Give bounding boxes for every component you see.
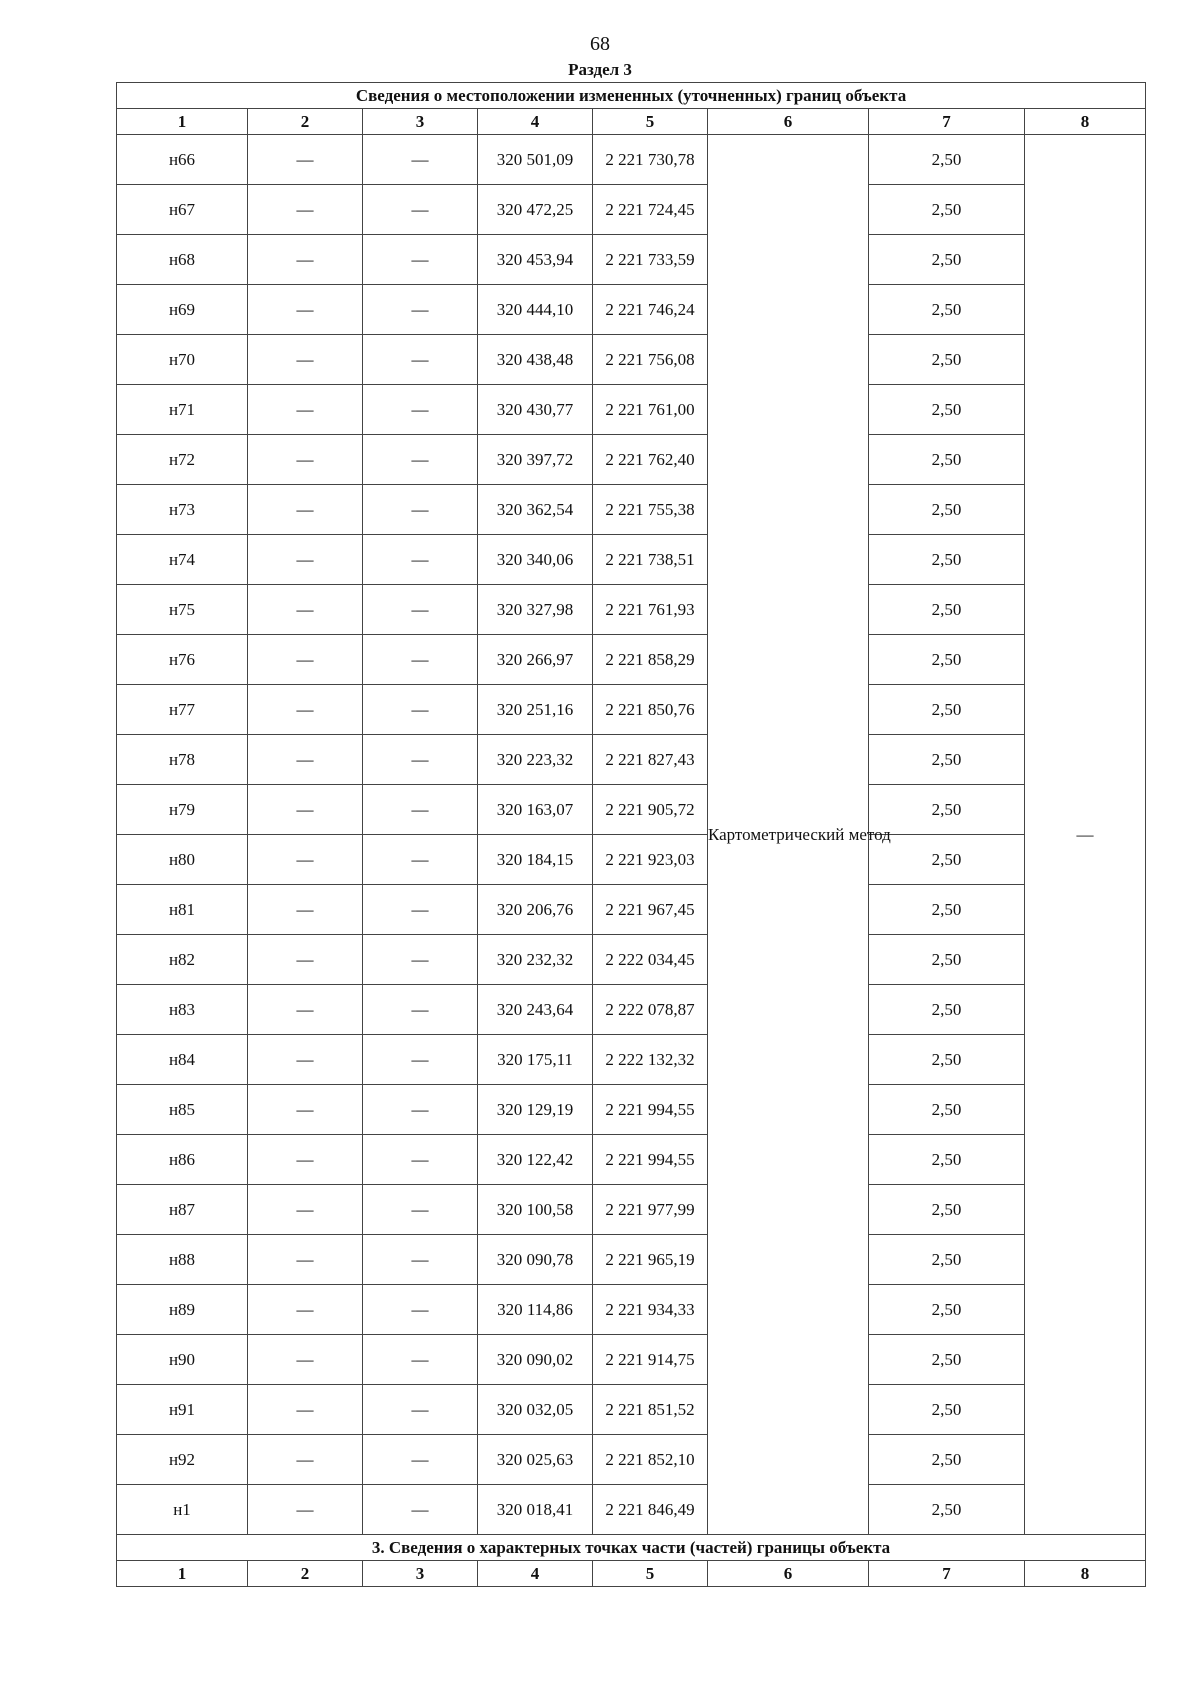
col3-cell: — [363,485,478,535]
col3-cell: — [363,1235,478,1285]
footer-title: 3. Сведения о характерных точках части (частей) границы объекта [117,1535,1146,1561]
table-row [117,335,1146,385]
point-id-cell: н77 [117,685,248,735]
point-id-cell: н70 [117,335,248,385]
point-id-cell: н90 [117,1335,248,1385]
col2-cell: — [248,685,363,735]
col2-cell: — [248,185,363,235]
col3-cell: — [363,1335,478,1385]
table-row [117,135,1146,185]
precision-cell: 2,50 [869,435,1025,485]
point-id-cell: н66 [117,135,248,185]
table-row [117,985,1146,1035]
table-title-row [117,83,1146,109]
table-row [117,1335,1146,1385]
precision-cell: 2,50 [869,135,1025,185]
col2-cell: — [248,1085,363,1135]
y-coordinate-cell: 2 221 852,10 [593,1435,708,1485]
col2-cell: — [248,1185,363,1235]
col3-cell: — [363,385,478,435]
x-coordinate-cell: 320 114,86 [478,1285,593,1335]
col2-cell: — [248,1485,363,1535]
y-coordinate-cell: 2 221 934,33 [593,1285,708,1335]
col2-cell: — [248,135,363,185]
col2-cell: — [248,1235,363,1285]
x-coordinate-cell: 320 122,42 [478,1135,593,1185]
footer-column-number-row [117,1561,1146,1587]
point-id-cell: н71 [117,385,248,435]
precision-cell: 2,50 [869,1235,1025,1285]
point-id-cell: н91 [117,1385,248,1435]
table-row [117,1085,1146,1135]
y-coordinate-cell: 2 221 724,45 [593,185,708,235]
point-id-cell: н69 [117,285,248,335]
y-coordinate-cell: 2 221 761,93 [593,585,708,635]
column-number: 8 [1025,109,1146,135]
col2-cell: — [248,785,363,835]
y-coordinate-cell: 2 221 965,19 [593,1235,708,1285]
precision-cell: 2,50 [869,585,1025,635]
table-row [117,1185,1146,1235]
x-coordinate-cell: 320 266,97 [478,635,593,685]
table-row [117,785,1146,835]
point-id-cell: н79 [117,785,248,835]
precision-cell: 2,50 [869,535,1025,585]
column-number: 2 [248,1561,363,1587]
precision-cell: 2,50 [869,885,1025,935]
col3-cell: — [363,1135,478,1185]
point-id-cell: н80 [117,835,248,885]
col2-cell: — [248,1385,363,1435]
precision-cell: 2,50 [869,1135,1025,1185]
column-number: 5 [593,109,708,135]
col3-cell: — [363,235,478,285]
col3-cell: — [363,435,478,485]
x-coordinate-cell: 320 025,63 [478,1435,593,1485]
table-row [117,185,1146,235]
y-coordinate-cell: 2 221 756,08 [593,335,708,385]
x-coordinate-cell: 320 397,72 [478,435,593,485]
precision-cell: 2,50 [869,835,1025,885]
table-row [117,885,1146,935]
x-coordinate-cell: 320 100,58 [478,1185,593,1235]
table-row [117,635,1146,685]
col2-cell: — [248,535,363,585]
table-row [117,685,1146,735]
column-number: 1 [117,109,248,135]
table-row [117,285,1146,335]
x-coordinate-cell: 320 032,05 [478,1385,593,1435]
table-row [117,1285,1146,1335]
boundary-points-table [116,82,1146,1587]
precision-cell: 2,50 [869,485,1025,535]
precision-cell: 2,50 [869,735,1025,785]
precision-cell: 2,50 [869,1335,1025,1385]
col2-cell: — [248,1335,363,1385]
y-coordinate-cell: 2 221 994,55 [593,1135,708,1185]
footer-title-row [117,1535,1146,1561]
precision-cell: 2,50 [869,1485,1025,1535]
y-coordinate-cell: 2 222 132,32 [593,1035,708,1085]
point-id-cell: н81 [117,885,248,935]
column-number: 2 [248,109,363,135]
table-row [117,1035,1146,1085]
table-row [117,385,1146,435]
precision-cell: 2,50 [869,1185,1025,1235]
precision-cell: 2,50 [869,235,1025,285]
point-id-cell: н1 [117,1485,248,1535]
page-number: 68 [590,33,610,55]
x-coordinate-cell: 320 090,02 [478,1335,593,1385]
col3-cell: — [363,1285,478,1335]
col2-cell: — [248,935,363,985]
col3-cell: — [363,785,478,835]
point-id-cell: н87 [117,1185,248,1235]
y-coordinate-cell: 2 221 858,29 [593,635,708,685]
column-number: 4 [478,109,593,135]
col2-cell: — [248,835,363,885]
precision-cell: 2,50 [869,635,1025,685]
method-cell: Картометрический метод [708,135,869,1535]
section-label: Раздел 3 [568,60,632,79]
x-coordinate-cell: 320 472,25 [478,185,593,235]
col2-cell: — [248,1285,363,1335]
col2-cell: — [248,1135,363,1185]
y-coordinate-cell: 2 221 762,40 [593,435,708,485]
point-id-cell: н84 [117,1035,248,1085]
table-row [117,935,1146,985]
y-coordinate-cell: 2 221 967,45 [593,885,708,935]
y-coordinate-cell: 2 222 078,87 [593,985,708,1035]
col3-cell: — [363,885,478,935]
x-coordinate-cell: 320 232,32 [478,935,593,985]
precision-cell: 2,50 [869,785,1025,835]
point-id-cell: н82 [117,935,248,985]
x-coordinate-cell: 320 453,94 [478,235,593,285]
x-coordinate-cell: 320 501,09 [478,135,593,185]
table-row [117,1135,1146,1185]
precision-cell: 2,50 [869,685,1025,735]
column-number: 7 [869,109,1025,135]
precision-cell: 2,50 [869,285,1025,335]
table-row [117,435,1146,485]
y-coordinate-cell: 2 221 733,59 [593,235,708,285]
table-row [117,585,1146,635]
table-row [117,1385,1146,1435]
precision-cell: 2,50 [869,1035,1025,1085]
y-coordinate-cell: 2 221 977,99 [593,1185,708,1235]
point-id-cell: н68 [117,235,248,285]
x-coordinate-cell: 320 163,07 [478,785,593,835]
y-coordinate-cell: 2 221 761,00 [593,385,708,435]
table-row [117,235,1146,285]
table-row [117,735,1146,785]
table-row [117,535,1146,585]
point-id-cell: н76 [117,635,248,685]
table-row [117,1435,1146,1485]
x-coordinate-cell: 320 206,76 [478,885,593,935]
col2-cell: — [248,985,363,1035]
table-row [117,835,1146,885]
column-number: 4 [478,1561,593,1587]
col3-cell: — [363,935,478,985]
col2-cell: — [248,635,363,685]
point-id-cell: н75 [117,585,248,635]
y-coordinate-cell: 2 221 846,49 [593,1485,708,1535]
x-coordinate-cell: 320 243,64 [478,985,593,1035]
y-coordinate-cell: 2 221 914,75 [593,1335,708,1385]
col3-cell: — [363,1485,478,1535]
point-id-cell: н67 [117,185,248,235]
col2-cell: — [248,285,363,335]
col2-cell: — [248,885,363,935]
point-id-cell: н72 [117,435,248,485]
point-id-cell: н89 [117,1285,248,1335]
y-coordinate-cell: 2 221 905,72 [593,785,708,835]
column-number: 6 [708,1561,869,1587]
x-coordinate-cell: 320 251,16 [478,685,593,735]
precision-cell: 2,50 [869,385,1025,435]
col3-cell: — [363,635,478,685]
column-number: 6 [708,109,869,135]
col3-cell: — [363,1435,478,1485]
y-coordinate-cell: 2 221 851,52 [593,1385,708,1435]
table-row [117,1235,1146,1285]
col3-cell: — [363,985,478,1035]
point-id-cell: н74 [117,535,248,585]
point-id-cell: н86 [117,1135,248,1185]
y-coordinate-cell: 2 221 850,76 [593,685,708,735]
x-coordinate-cell: 320 184,15 [478,835,593,885]
col2-cell: — [248,435,363,485]
x-coordinate-cell: 320 327,98 [478,585,593,635]
precision-cell: 2,50 [869,1435,1025,1485]
precision-cell: 2,50 [869,985,1025,1035]
col2-cell: — [248,335,363,385]
column-number-row [117,109,1146,135]
y-coordinate-cell: 2 221 755,38 [593,485,708,535]
x-coordinate-cell: 320 444,10 [478,285,593,335]
col3-cell: — [363,835,478,885]
point-id-cell: н73 [117,485,248,535]
point-id-cell: н92 [117,1435,248,1485]
x-coordinate-cell: 320 223,32 [478,735,593,785]
col2-cell: — [248,485,363,535]
table-row [117,1485,1146,1535]
y-coordinate-cell: 2 222 034,45 [593,935,708,985]
precision-cell: 2,50 [869,1385,1025,1435]
point-id-cell: н83 [117,985,248,1035]
precision-cell: 2,50 [869,1085,1025,1135]
col3-cell: — [363,135,478,185]
x-coordinate-cell: 320 438,48 [478,335,593,385]
x-coordinate-cell: 320 430,77 [478,385,593,435]
col3-cell: — [363,1385,478,1435]
y-coordinate-cell: 2 221 746,24 [593,285,708,335]
col3-cell: — [363,735,478,785]
precision-cell: 2,50 [869,185,1025,235]
col3-cell: — [363,1185,478,1235]
x-coordinate-cell: 320 018,41 [478,1485,593,1535]
col3-cell: — [363,185,478,235]
column-number: 8 [1025,1561,1146,1587]
col3-cell: — [363,535,478,585]
col2-cell: — [248,735,363,785]
precision-cell: 2,50 [869,1285,1025,1335]
col3-cell: — [363,685,478,735]
y-coordinate-cell: 2 221 923,03 [593,835,708,885]
col2-cell: — [248,235,363,285]
col8-cell: — [1025,135,1146,1535]
column-number: 1 [117,1561,248,1587]
y-coordinate-cell: 2 221 730,78 [593,135,708,185]
x-coordinate-cell: 320 175,11 [478,1035,593,1085]
point-id-cell: н78 [117,735,248,785]
y-coordinate-cell: 2 221 994,55 [593,1085,708,1135]
col3-cell: — [363,285,478,335]
precision-cell: 2,50 [869,935,1025,985]
column-number: 5 [593,1561,708,1587]
y-coordinate-cell: 2 221 827,43 [593,735,708,785]
x-coordinate-cell: 320 129,19 [478,1085,593,1135]
column-number: 3 [363,109,478,135]
precision-cell: 2,50 [869,335,1025,385]
col2-cell: — [248,385,363,435]
column-number: 7 [869,1561,1025,1587]
x-coordinate-cell: 320 090,78 [478,1235,593,1285]
col3-cell: — [363,335,478,385]
table-title: Сведения о местоположении измененных (уточненных) границ объекта [117,83,1146,109]
col3-cell: — [363,1035,478,1085]
col2-cell: — [248,1035,363,1085]
col2-cell: — [248,585,363,635]
col2-cell: — [248,1435,363,1485]
col3-cell: — [363,1085,478,1135]
table-row [117,485,1146,535]
point-id-cell: н85 [117,1085,248,1135]
y-coordinate-cell: 2 221 738,51 [593,535,708,585]
column-number: 3 [363,1561,478,1587]
point-id-cell: н88 [117,1235,248,1285]
col3-cell: — [363,585,478,635]
x-coordinate-cell: 320 340,06 [478,535,593,585]
x-coordinate-cell: 320 362,54 [478,485,593,535]
